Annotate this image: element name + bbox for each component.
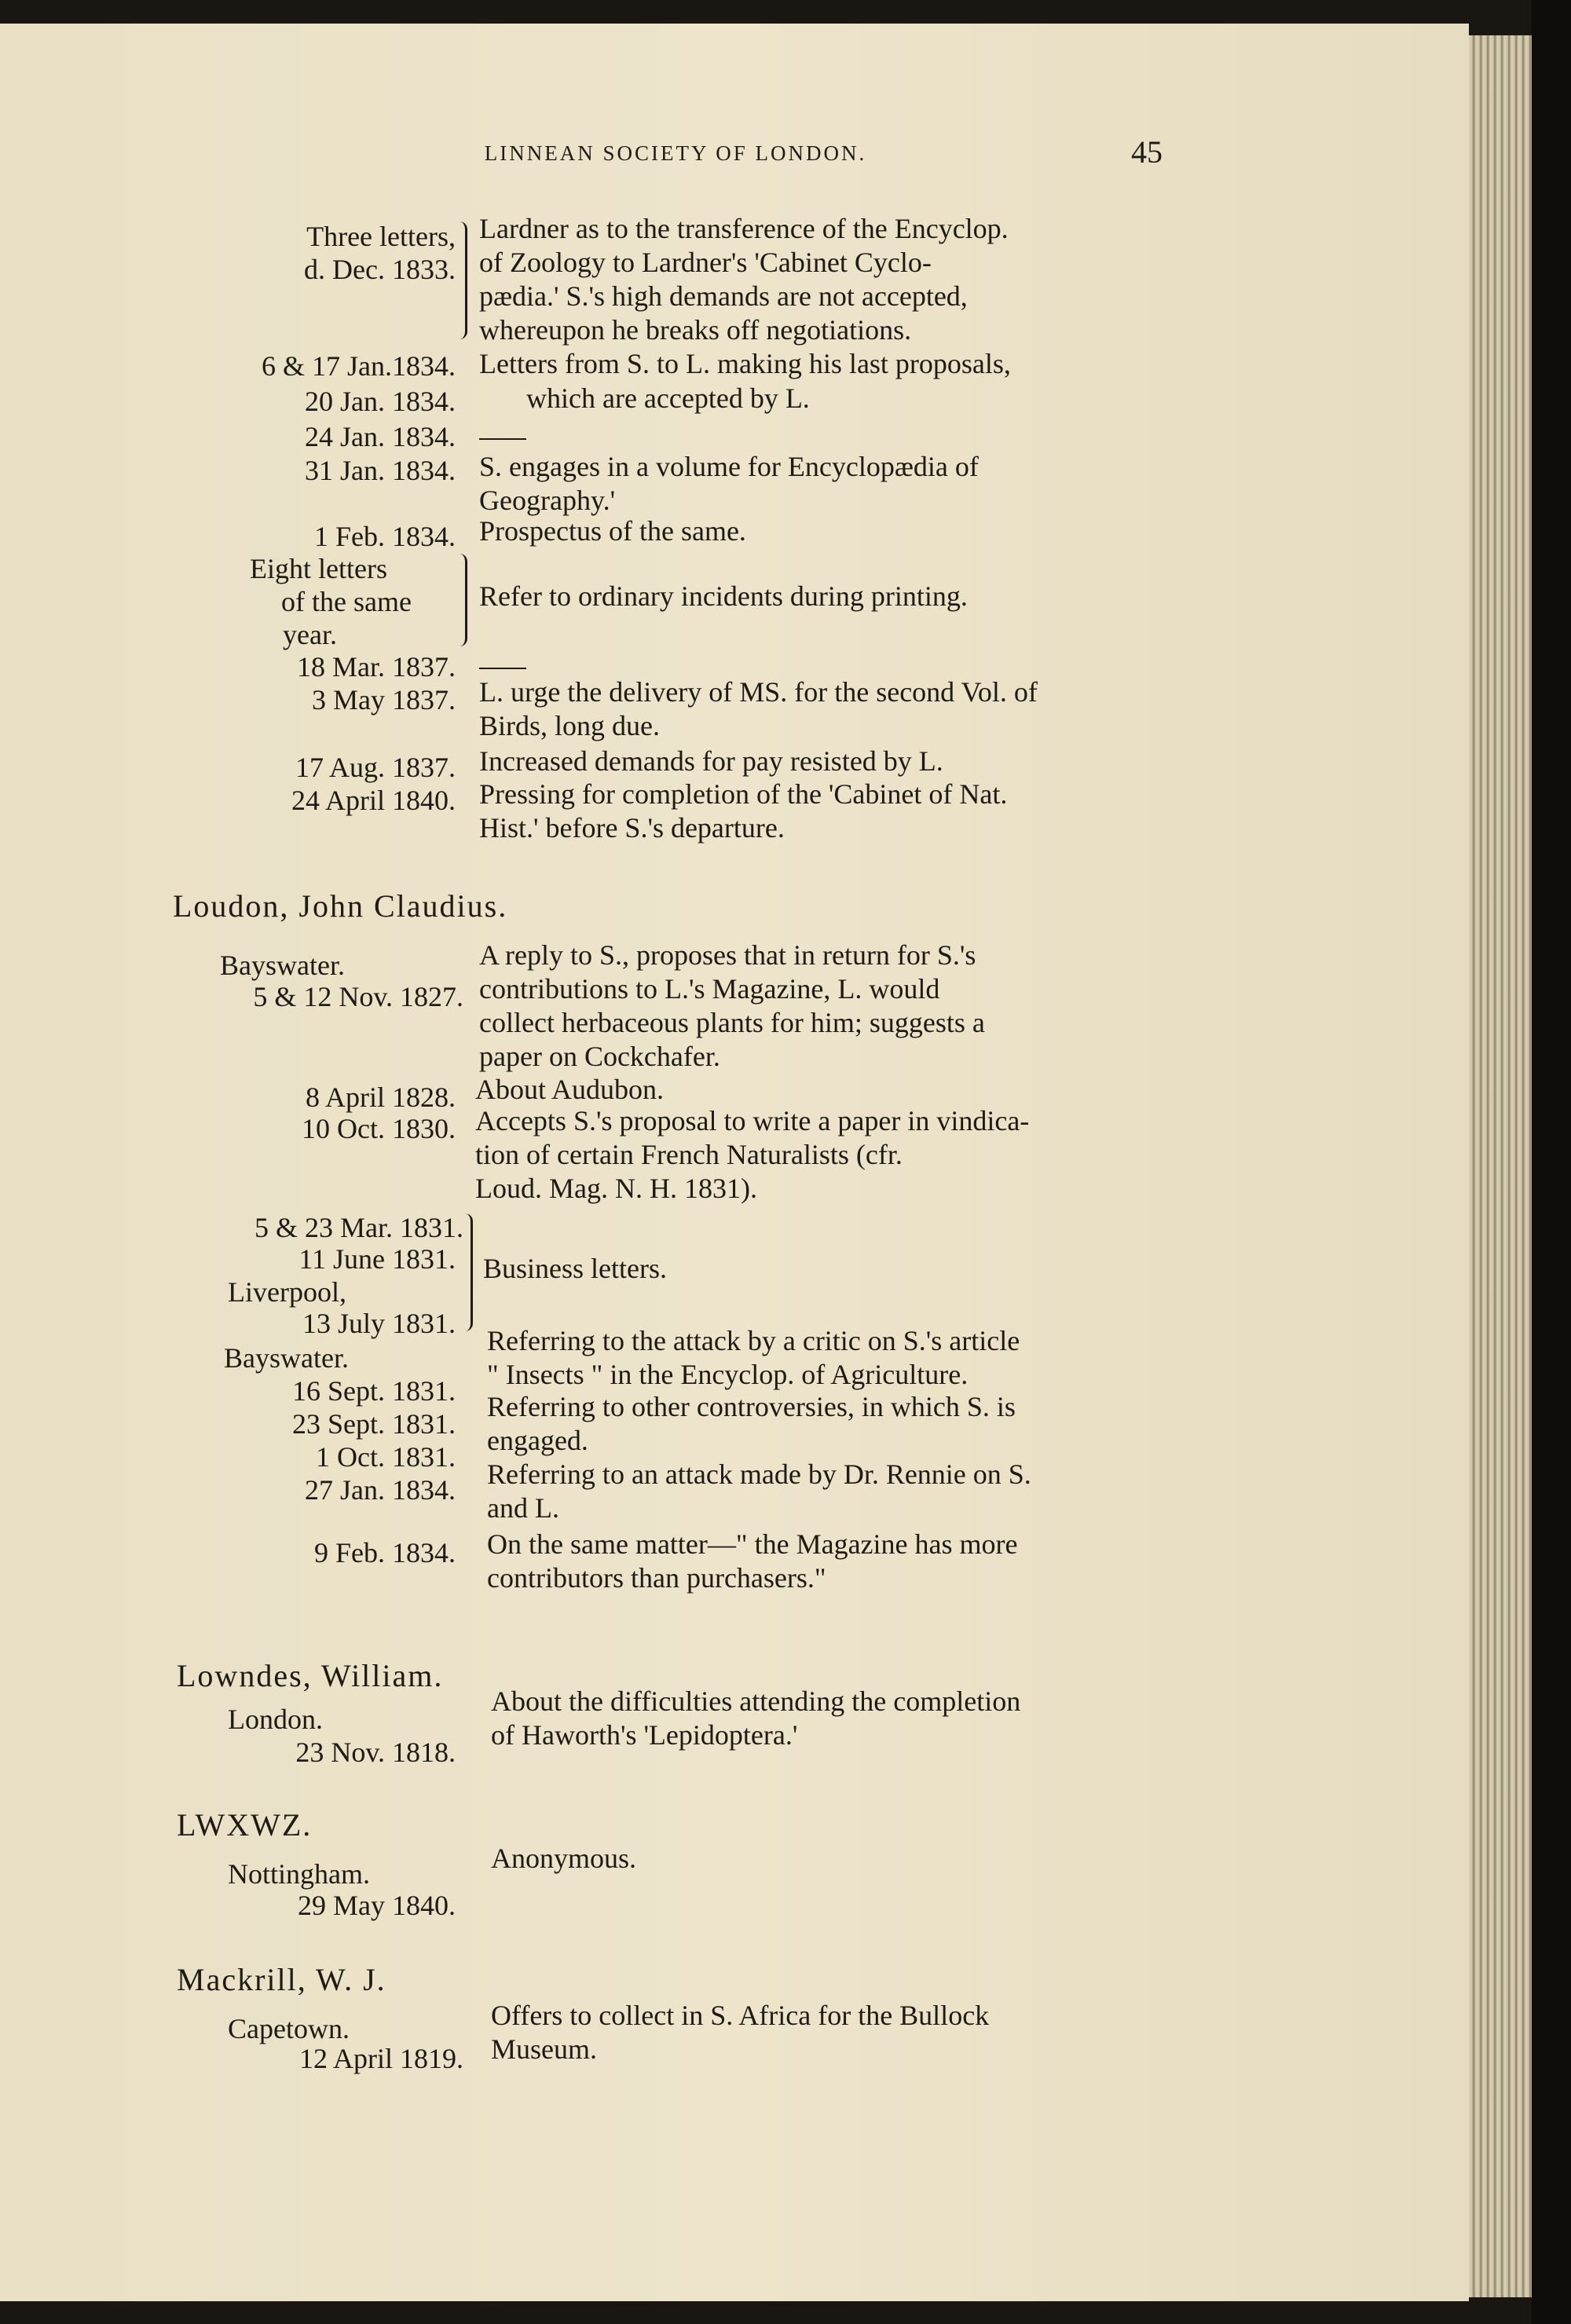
place-name: Capetown. — [228, 2013, 350, 2044]
entry-description: L. urge the delivery of MS. for the second Vol. of Birds, long due. — [479, 676, 1038, 741]
date-entry: 23 Sept. 1831. — [291, 1408, 456, 1440]
correspondent-name: Mackrill, W. J. — [177, 1962, 386, 1997]
date-entry: 5 & 12 Nov. 1827. — [253, 981, 463, 1012]
entry-description: About the difficulties attending the completion of Haworth's 'Lepidoptera.' — [491, 1685, 1021, 1751]
entry-description: Lardner as to the transference of the Encyclop. of Zoology to Lardner's 'Cabinet Cyclo- pædia.' S.'s high demands are not accepted, whereupon he breaks off negotiations. — [479, 213, 1009, 346]
date-entry: Three letters, — [306, 221, 456, 252]
entry-description: About Audubon. — [475, 1074, 665, 1105]
date-entry: 12 April 1819. — [298, 2043, 463, 2074]
entry-description: Referring to other controversies, in which S. is engaged. — [487, 1391, 1016, 1456]
place-name: Bayswater. — [224, 1342, 349, 1374]
entry-description: Offers to collect in S. Africa for the Bullock Museum. — [491, 2000, 990, 2065]
place-name: Nottingham. — [228, 1858, 370, 1890]
page-number: 45 — [1131, 134, 1163, 170]
date-entry: 1 Oct. 1831. — [316, 1441, 456, 1473]
date-entry: Eight letters — [250, 553, 387, 584]
entry-description: Prospectus of the same. — [479, 515, 746, 547]
entry-description: which are accepted by L. — [526, 382, 810, 414]
entry-description: On the same matter—" the Magazine has more contributors than purchasers." — [487, 1528, 1018, 1594]
correspondent-name: Lowndes, William. — [177, 1658, 444, 1693]
date-entry: 27 Jan. 1834. — [305, 1474, 456, 1506]
place-name: Liverpool, — [228, 1276, 346, 1308]
entry-description: A reply to S., proposes that in return for S.'s contributions to L.'s Magazine, L. would collect herbaceous plants for him; suggests a paper on Cockchafer. — [479, 939, 985, 1072]
brace — [454, 221, 467, 339]
date-entry: 16 Sept. 1831. — [291, 1375, 456, 1407]
date-entry: 20 Jan. 1834. — [305, 386, 456, 417]
date-entry: 13 July 1831. — [302, 1308, 456, 1339]
date-entry: 31 Jan. 1834. — [305, 455, 456, 486]
date-entry: 17 Aug. 1837. — [295, 752, 456, 783]
running-head: LINNEAN SOCIETY OF LONDON. — [484, 141, 867, 165]
date-entry: d. Dec. 1833. — [304, 254, 456, 285]
entry-description: Referring to the attack by a critic on S.'s article " Insects " in the Encyclop. of Agriculture. — [487, 1325, 1020, 1390]
date-entry: 6 & 17 Jan.1834. — [262, 350, 456, 382]
entry-description: Refer to ordinary incidents during printing. — [479, 580, 968, 612]
brace — [454, 554, 467, 646]
date-entry: 11 June 1831. — [298, 1243, 456, 1275]
page-edges — [1469, 35, 1532, 2297]
brace — [460, 1213, 473, 1331]
correspondent-name: Loudon, John Claudius. — [173, 888, 508, 924]
date-entry: 1 Feb. 1834. — [314, 521, 456, 552]
dash-rule — [479, 668, 526, 669]
dash-rule — [479, 438, 526, 440]
book-spine — [1532, 0, 1571, 2324]
place-name: Bayswater. — [220, 950, 345, 981]
date-entry: 9 Feb. 1834. — [314, 1537, 456, 1568]
date-entry: 24 Jan. 1834. — [305, 421, 456, 452]
entry-description: Accepts S.'s proposal to write a paper in vindica- tion of certain French Naturalists (cfr. Loud. Mag. N. H. 1831). — [475, 1105, 1030, 1204]
date-entry: of the same — [281, 586, 412, 617]
date-entry: 23 Nov. 1818. — [295, 1737, 456, 1768]
entry-description: Business letters. — [483, 1253, 667, 1284]
entry-description: Pressing for completion of the 'Cabinet of Nat. Hist.' before S.'s departure. — [479, 778, 1008, 844]
date-entry: 29 May 1840. — [298, 1890, 456, 1921]
date-entry: year. — [283, 619, 337, 650]
date-entry: 18 Mar. 1837. — [297, 651, 456, 683]
date-entry: 3 May 1837. — [312, 684, 456, 715]
date-entry: 10 Oct. 1830. — [302, 1113, 456, 1144]
date-entry: 24 April 1840. — [291, 785, 456, 816]
date-entry: 8 April 1828. — [305, 1081, 456, 1113]
correspondent-name: LWXWZ. — [177, 1807, 313, 1843]
entry-description: S. engages in a volume for Encyclopædia of Geography.' — [479, 451, 979, 516]
entry-description: Referring to an attack made by Dr. Rennie on S. and L. — [487, 1458, 1031, 1524]
place-name: London. — [228, 1704, 323, 1735]
entry-description: Letters from S. to L. making his last proposals, — [479, 348, 1011, 379]
entry-description: Increased demands for pay resisted by L. — [479, 745, 943, 777]
date-entry: 5 & 23 Mar. 1831. — [255, 1212, 463, 1243]
entry-description: Anonymous. — [491, 1843, 637, 1874]
